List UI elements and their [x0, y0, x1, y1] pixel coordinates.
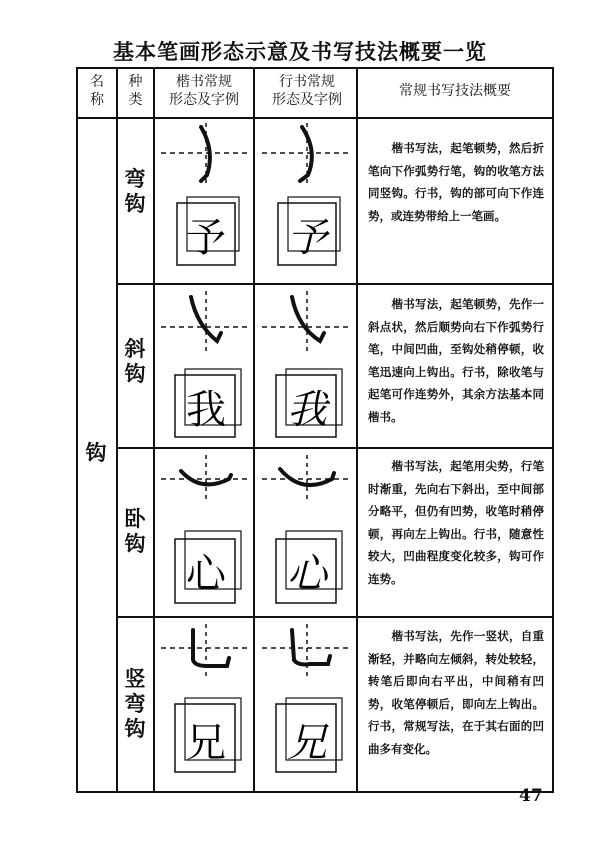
- xing-char-xiegou: 我: [287, 387, 327, 433]
- note-wogou: 楷书写法，起笔用尖势，行笔时渐重，先向右下斜出，至中间部分略平，但仍有凹势，收笔时稍停顿，再向左上钩出。行书，随意性较大，凹曲程度变化较多，钩可作连势。: [368, 459, 544, 586]
- xing-demo-wogou: [262, 451, 352, 615]
- page-number: 47: [519, 786, 543, 806]
- header-name: 名 称: [90, 74, 104, 108]
- xing-demo-wangou: [262, 123, 352, 277]
- xing-char-shuwangou: 兄: [287, 720, 327, 766]
- row-divider-2: [116, 447, 554, 449]
- kai-demo-shuwangou: [161, 620, 251, 789]
- table-bottom-border: [76, 791, 554, 793]
- kai-char-shuwangou: 兄: [186, 720, 226, 766]
- kai-char-wogou: 心: [186, 551, 226, 597]
- page-title: 基本笔画形态示意及书写技法概要一览: [113, 39, 487, 64]
- xing-demo-xiegou: [262, 287, 352, 446]
- row-divider-1: [116, 283, 554, 285]
- stroke-name: 钩: [85, 441, 107, 465]
- table-left-border: [76, 67, 78, 793]
- col-divider-4: [356, 67, 358, 793]
- col-divider-2: [153, 67, 155, 793]
- note-xiegou: 楷书写法，起笔顿势，先作一斜点状，然后顺势向右下作弧势行笔，中间凹曲，至钩处稍停顿，收笔迅速向上钩出。行书，除收笔与起笔可作连势外，其余方法基本同楷书。: [368, 297, 544, 424]
- xing-char-wangou: 予: [287, 215, 327, 261]
- row-divider-3: [116, 616, 554, 618]
- note-shuwangou: 楷书写法，先作一竖状，自重渐轻，并略向左倾斜，转处较轻，转笔后即向右平出，中间稍有凹势，收笔停顿后，即向左上钩出。行书，常规写法，在于其右面的凹曲多有变化。: [368, 629, 544, 756]
- header-technique: 常规书写技法概要: [399, 83, 511, 99]
- kai-demo-wogou: [161, 451, 251, 615]
- xing-char-wogou: 心: [287, 551, 327, 597]
- kai-demo-wangou: [161, 123, 251, 277]
- header-type: 种 类: [128, 74, 143, 108]
- type-wangou: 弯钩: [124, 167, 146, 216]
- kai-char-xiegou: 我: [186, 387, 226, 433]
- col-divider-1: [116, 67, 118, 793]
- type-shuwangou: 竖弯钩: [124, 667, 146, 741]
- table-top-border: [76, 67, 554, 69]
- header-xing: 行书常规 形态及字例: [272, 74, 342, 108]
- kai-char-wangou: 予: [186, 215, 226, 261]
- header-divider: [76, 117, 554, 119]
- col-divider-3: [253, 67, 255, 793]
- xing-demo-shuwangou: [262, 620, 352, 789]
- stroke-table: [76, 67, 554, 793]
- kai-demo-xiegou: [161, 287, 251, 446]
- header-kai: 楷书常规 形态及字例: [169, 74, 239, 108]
- type-wogou: 卧钩: [124, 507, 146, 556]
- type-xiegou: 斜钩: [124, 337, 146, 386]
- table-right-border: [552, 67, 554, 793]
- note-wangou: 楷书写法，起笔顿势，然后折笔向下作弧势行笔，钩的收笔方法同竖钩。行书，钩的部可向下作连势，或连势带给上一笔画。: [368, 141, 544, 223]
